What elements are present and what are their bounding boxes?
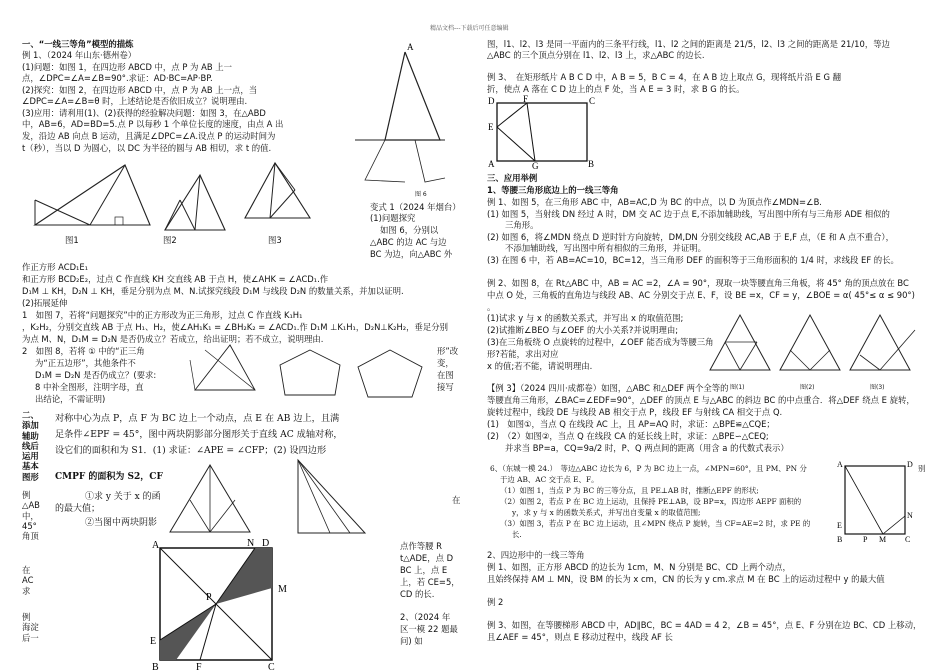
text-line: x 的值;若不能，请说明理由. (487, 361, 593, 371)
text-column (22, 565, 46, 596)
text-line: D₁M = D₂N 是否仍成立？(要求: (35, 370, 157, 380)
text-line: (2) （2）如图②，当点 Q 在线段 CA 的延长线上时，求证：△BPE∽△CEQ; (487, 431, 769, 441)
text-line: 并求当 BP=a，CQ=9a/2 时，P、Q 两点间的距离（用含 a 的代数式表示） (505, 443, 789, 453)
text-line: 区一模 22 题最 (400, 624, 458, 634)
text-fragment: △AB (22, 500, 40, 511)
text-line: 点，∠DPC=∠A=∠B=90°.求证：AD·BC=AP·BP. (22, 73, 213, 83)
text-line: (1)问题：如图 1，在四边形 ABCD 中，点 P 为 AB 上一 (22, 62, 232, 72)
text-line: 为“正五边形”，其他条件不 (35, 358, 136, 368)
point-d-label: D (262, 538, 270, 549)
text-line: △ABC 的边 AC 与边 (370, 237, 447, 247)
text-line: 例 2 (487, 597, 504, 607)
point-b-label: B (837, 535, 843, 544)
figure-2-caption: 图(2) (800, 384, 815, 391)
rect-c-label: C (589, 96, 596, 106)
point-n-label: N (907, 511, 913, 520)
heading-char: 运用 (22, 451, 39, 462)
text-line: 为点 M、N，D₁M = D₂N 是否仍成立？若成立，给出证明；若不成立，说明理由. (22, 334, 324, 344)
text-line: CMPF 的面积为 S2，CF (55, 472, 163, 482)
text-line: (1)问题探究 (370, 213, 416, 223)
text-line: 2 如图 8，若将 ① 中的“正三角 (22, 346, 145, 356)
text-line: (2)试推断∠BEO 与∠OEF 的大小关系?并说明理由; (487, 325, 679, 335)
rect-b-label: B (588, 159, 595, 169)
text-line: BC 上，点 E (400, 565, 448, 575)
figure-6-diagram (345, 40, 455, 190)
text-line: △ABC 的三个顶点分别在 l1、l2、l3 上，求△ABC 的边长. (487, 50, 705, 60)
text-line: 上，若 CE=5， (400, 577, 460, 587)
figure-2-diagram (775, 310, 845, 380)
text-fragment: 海淀 (22, 622, 39, 633)
rect-e-label: E (488, 122, 494, 132)
text-line: 图，l1、l2、l3 是同一平面内的三条平行线，l1、l2 之间的距离是 21/5，l2、l3 之间的距离是 21/10，等边 (487, 39, 890, 49)
text-line: 等腰直角三角形，∠BAC=∠EDF=90°，△DEF 的顶点 E 与△ABC 的斜边 BC 的中点重合．将△DEF 绕点 E 旋转， (487, 395, 915, 405)
watermark: 精品文档---下载后可任意编辑 (430, 25, 509, 32)
text-line: y，求 y 与 x 的函数关系式，并写出自变量 x 的取值范围; (512, 508, 701, 517)
text-line: 中点 O 处，三角板的直角边与线段 AB、AC 分别交于点 E、F，设 BE =x，CF = y，∠BOE = α( 45°≤ α ≤ 90°) (487, 290, 915, 300)
text-line: 发，沿边 AB 向点 B 运动，且满足∠DPC=∠A.设点 P 的运动时间为 (22, 131, 276, 141)
text-line: （1）如图 1，当点 P 为 BC 的三等分点，且 PE⊥AB 时，推断△EPF 的形状; (500, 486, 759, 495)
subsection-title: 1、等腰三角形底边上的一线三等角 (487, 185, 619, 195)
text-line: 和正方形 BCD₂E₂，过点 C 作直线 KH 交直线 AB 于点 H，使∠AHK = ∠ACD₁.作 (22, 274, 329, 284)
heading-char: 辅助 (22, 430, 39, 441)
text-line: ∠DPC=∠A=∠B=θ 时，上述结论是否依旧成立？说明理由. (22, 96, 248, 106)
figure-7-diagram (185, 340, 265, 400)
text-line: 如图 6，分别以 (380, 225, 439, 235)
figure-1-diagram (705, 310, 775, 380)
rect-d-label: D (488, 96, 495, 106)
text-line: 例 1、如图，正方形 ABCD 的边长为 1cm，M、N 分别是 BC、CD 上两个动点， (487, 562, 791, 572)
text-line: 问) 如 (400, 636, 423, 646)
example-3-heading: 例 3、 在矩形纸片 A B C D 中，A B = 5，B C = 4，在 A B 边上取点 G，现将纸片沿 E G 翻 (487, 72, 841, 82)
text-line: (1) 如图①，当点 Q 在线段 AC 上，且 AP=AQ 时，求证：△BPE≌△CQE； (487, 419, 775, 429)
text-line: 且∠AEF = 45°，则点 E 移动过程中，线段 AF 长 (487, 632, 673, 642)
text-line: 例 1、如图 5，在三角形 ABC 中，AB=AC,D 为 BC 的中点，以 D 为顶点作∠MDN=∠B. (487, 197, 822, 207)
text-line: 8 中补全图形，注明字母，直 (35, 382, 144, 392)
text-fragment: 例 (22, 490, 31, 500)
text-line: 于边 AB、AC 交于点 E、F。 (500, 475, 599, 484)
section-2-heading (22, 410, 42, 482)
text-line: ，K₂H₂，分别交直线 AB 于点 H₁、H₂，使∠AH₁K₁ = ∠BH₂K₂ = ∠ACD₁.作 D₁M ⊥K₁H₁，D₂N⊥K₂H₂，垂足分别 (22, 322, 449, 332)
point-c-label: C (268, 662, 275, 672)
text-line: 的最大值； (55, 504, 101, 514)
heading-char: 二、 (22, 410, 39, 420)
text-line: (3)在三角板绕 O 点旋转的过程中，∠OEF 能否成为等腰三角 (487, 337, 714, 347)
text-line: 不添加辅助线，写出图中所有相似的三角形，并证明。 (505, 243, 706, 253)
heading-char: 图形 (22, 471, 39, 482)
figure-8a-diagram (270, 345, 350, 400)
point-a-label: A (152, 540, 160, 551)
subsection-title: 2、四边形中的一线三等角 (487, 550, 585, 560)
text-line: 三角形。 (505, 220, 539, 230)
point-e-label: E (837, 521, 842, 530)
point-d-label: D (907, 460, 913, 469)
point-p-label: P (863, 535, 868, 544)
square-shaded-diagram (150, 540, 310, 670)
rect-a-label: A (488, 159, 495, 169)
text-line: ①求 y 关于 x 的函 (85, 492, 161, 502)
rect-f-label: F (523, 94, 529, 104)
point-m-label: M (278, 584, 287, 595)
example-column (22, 490, 46, 541)
heading-char: 线后 (22, 440, 39, 451)
text-fragment: 例 (22, 612, 31, 622)
heading-char: 基本 (22, 461, 39, 472)
text-fragment: 求 (22, 585, 31, 596)
text-line: （2）如图 2，若点 P 在 BC 边上运动，且保持 PE⊥AB，设 BP=x，四边形 AEPF 面积的 (500, 497, 802, 506)
text-line: 对称中心为点 P，点 F 为 BC 边上一个动点，点 E 在 AB 边上，且满 (55, 413, 340, 424)
text-fragment: 角顶 (22, 531, 39, 542)
text-line: CD 的长. (400, 589, 435, 599)
section-3-title: 三、应用举例 (487, 173, 538, 183)
text-line: 长. (512, 530, 522, 539)
figure-1-caption: 图1 (65, 235, 79, 245)
triangle-diagram (165, 460, 255, 540)
text-line: (2)探究：如图 2，在四边形 ABCD 中，点 P 为 AB 上一点，当 (22, 85, 258, 95)
square-diagram (835, 458, 920, 543)
text-line: 例 2、如图 8，在 Rt△ABC 中，AB = AC =2，∠A = 90°，现取一块等腰直角三角板，将 45° 角的顶点放在 BC (487, 278, 909, 288)
text-line: 接写 (437, 382, 454, 392)
text-line: 。 (487, 302, 496, 312)
text-line: 点作等腰 R (400, 541, 442, 551)
text-line: 2、（2024 年 (400, 612, 451, 622)
text-line: 折，使点 A 落在 C D 边上的点 F 处，当 A E = 3 时，求 B G 的长。 (487, 84, 745, 94)
text-fragment: 45° (22, 520, 37, 531)
text-line: 足条件∠EPF = 45°，图中两块阴影部分图形关于直线 AC 成轴对称， (55, 429, 343, 440)
rect-g-label: G (532, 161, 539, 171)
figure-8b-diagram (350, 345, 430, 400)
text-line: 旋转过程中，线段 DE 与线段 AB 相交于点 P，线段 EF 与射线 CA 相交于点 Q. (487, 407, 783, 417)
section-1-title: 一、“一线三等角”模型的描炼 (22, 39, 134, 49)
figure-3-caption: 图3 (268, 235, 282, 245)
figure-3-caption: 图(3) (870, 384, 885, 391)
text-line: 6、（东城一模 24.） 等边△ABC 边长为 6，P 为 BC 边上一点，∠MPN=60°，且 PM、PN 分 (490, 464, 807, 473)
text-line: 别 (918, 464, 926, 473)
text-line: (2) 如图 6，将∠MDN 绕点 D 逆时针方向旋转，DM,DN 分别交线段 AC,AB 于 E,F 点，（E 和 A 点不重合）， (487, 232, 894, 242)
figure-2-diagram (160, 170, 230, 240)
point-e-label: E (150, 636, 157, 647)
text-line: （3）如图 3，若点 P 在 BC 边上运动，且∠MPN 绕点 P 旋转，当 CF=AE=2 时，求 PE 的 (500, 519, 811, 528)
text-line: ②当图中两块阴影 (85, 518, 158, 528)
text-line: 形?若能，求出对应 (487, 349, 559, 359)
text-line: (2)拓展延伸 (22, 298, 68, 308)
text-line: 作正方形 ACD₁E₁ (22, 262, 89, 272)
point-n-label: N (247, 538, 255, 549)
text-fragment: 在 (452, 495, 461, 505)
text-fragment: 中， (22, 510, 39, 521)
point-m-label: M (879, 535, 887, 544)
point-a-label: A (837, 460, 843, 469)
point-p-label: P (206, 592, 212, 603)
example-1-heading: 例 1、（2024 年山东·德州卷） (22, 50, 137, 60)
text-line: 变， (437, 358, 454, 368)
point-b-label: B (152, 662, 159, 672)
text-line: 在图 (437, 370, 454, 380)
figure-3-diagram (845, 310, 920, 380)
point-f-label: F (196, 662, 202, 672)
point-c-label: C (905, 535, 911, 544)
text-line: (1)试求 y 与 x 的函数关系式，并写出 x 的取值范围; (487, 313, 684, 323)
text-line: 中，AB=6，AD=BD=5.点 P 以每秒 1 个单位长度的速度，由点 A 出 (22, 119, 284, 129)
text-line: (3)应用：请利用(1)、(2)获得的经验解决问题：如图 3，在△ABD (22, 108, 266, 118)
text-fragment: 后一 (22, 632, 39, 643)
text-line: D₁M ⊥ KH，D₂N ⊥ KH，垂足分别为点 M、N.试探究线段 D₁M 与线段 D₂N 的数量关系，并加以证明. (22, 286, 404, 296)
text-line: 1 如图 7，若将“问题探究”中的正方形改为正三角形，过点 C 作直线 K₁H₁ (22, 310, 303, 320)
figure-1-diagram (30, 160, 170, 245)
text-column (22, 612, 46, 643)
figure-1-caption: 图(1) (730, 384, 745, 391)
right-triangle-diagram (290, 455, 370, 540)
heading-char: 添加 (22, 420, 39, 431)
variant-1-heading: 变式 1（2024 年烟台） (370, 202, 461, 212)
text-line: (3) 在图 6 中，若 AB=AC=10，BC=12，当三角形 DEF 的面积等于三角形面积的 1/4 时，求线段 EF 的长。 (487, 255, 899, 265)
svg-text:A: A (407, 42, 414, 52)
text-line: t△ADE，点 D (400, 553, 454, 563)
figure-2-caption: 图2 (163, 235, 177, 245)
figure-3-diagram (240, 160, 315, 230)
text-line: 例 3、如图，在等腰梯形 ABCD 中，AD∥BC，BC = 4AD = 4 2，∠B = 45°，点 E、F 分别在边 BC、CD 上移动， (487, 620, 922, 630)
text-fragment: 在 (22, 565, 31, 575)
text-line: 设它们的面积和为 S1．(1) 求证：∠APE = ∠CFP；(2) 设四边形 (55, 445, 327, 456)
text-line: t（秒），当以 D 为圆心，以 DC 为半径的圆与 AB 相切，求 t 的值. (22, 143, 272, 153)
text-line: 形”改 (437, 346, 459, 356)
text-line: BC 为边，向△ABC 外 (370, 249, 453, 259)
rectangle-fold-diagram (487, 95, 597, 170)
text-line: 且始终保持 AM ⊥ MN，设 BM 的长为 x cm，CN 的长为 y cm.求点 M 在 BC 上的运动过程中 y 的最大值 (487, 574, 885, 584)
figure-6-caption: 图 6 (415, 191, 427, 198)
text-fragment: AC (22, 575, 34, 586)
text-line: 出结论，不需证明) (35, 394, 106, 404)
example-heading: 【例 3】（2024 四川·成都卷）如图，△ABC 和△DEF 两个全等的 (487, 383, 729, 393)
text-line: (1) 如图 5，当射线 DN 经过 A 时，DM 交 AC 边于点 E,不添加辅助线，写出图中所有与三角形 ADE 相似的 (487, 209, 890, 219)
